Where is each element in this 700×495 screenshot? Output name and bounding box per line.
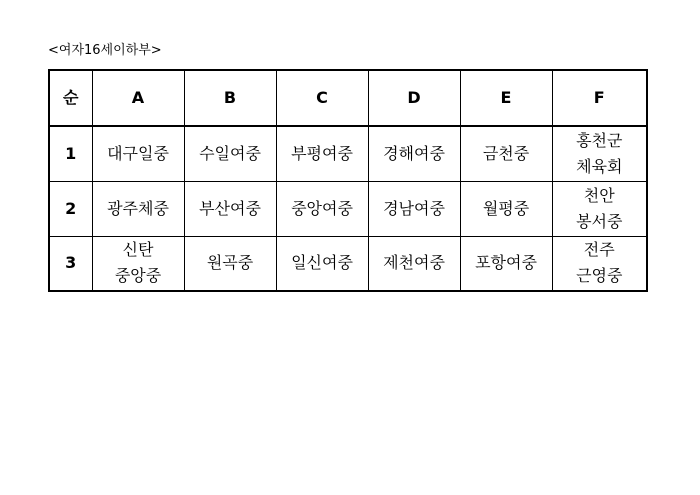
table-cell <box>184 126 276 181</box>
header-cell-group-a: A <box>92 70 184 126</box>
table-cell <box>184 236 276 291</box>
table-cell <box>552 181 647 236</box>
cell-text: 일신여중 <box>291 253 353 273</box>
table-cell <box>276 181 368 236</box>
header-cell-group-f: F <box>552 70 647 126</box>
cell-text: 원곡중 <box>206 253 254 273</box>
cell-text: 수일여중 <box>199 143 261 163</box>
header-row <box>49 70 647 126</box>
cell-text: 중앙여중 <box>291 198 353 218</box>
table-row <box>49 126 647 181</box>
cell-text: 월평중 <box>482 198 530 218</box>
cell-text: 광주체중 <box>107 198 169 218</box>
header-cell-group-c: C <box>276 70 368 126</box>
table-cell <box>460 236 552 291</box>
table-row <box>49 181 647 236</box>
table-cell <box>276 236 368 291</box>
cell-text: 부평여중 <box>291 143 353 163</box>
table-cell <box>92 236 184 291</box>
header-cell-group-e: E <box>460 70 552 126</box>
table-cell <box>552 126 647 181</box>
table-cell <box>368 236 460 291</box>
document-title: <여자16세이하부> <box>48 43 162 58</box>
cell-text: 전주 근영중 <box>576 240 623 286</box>
table-cell <box>460 126 552 181</box>
table-cell <box>368 126 460 181</box>
cell-text: 포항여중 <box>475 253 537 273</box>
cell-text: 홍천군 체육회 <box>576 130 623 176</box>
row-number: 1 <box>49 126 92 181</box>
table-cell <box>184 181 276 236</box>
cell-text: 경해여중 <box>383 143 445 163</box>
header-cell-order: 순 <box>49 70 92 126</box>
table-cell <box>460 181 552 236</box>
header-cell-group-b: B <box>184 70 276 126</box>
header-cell-group-d: D <box>368 70 460 126</box>
table-cell <box>552 236 647 291</box>
table-cell <box>276 126 368 181</box>
table-cell <box>92 126 184 181</box>
cell-text: 금천중 <box>482 143 530 163</box>
cell-text: 경남여중 <box>383 198 445 218</box>
cell-text: 부산여중 <box>199 198 261 218</box>
table-cell <box>368 181 460 236</box>
cell-text: 신탄 중앙중 <box>114 240 162 286</box>
cell-text: 제천여중 <box>383 253 445 273</box>
cell-text: 대구일중 <box>107 143 169 163</box>
cell-text: 천안 봉서중 <box>576 185 623 231</box>
table-row <box>49 236 647 291</box>
row-number: 2 <box>49 181 92 236</box>
group-table <box>48 69 648 292</box>
table-cell <box>92 181 184 236</box>
row-number: 3 <box>49 236 92 291</box>
